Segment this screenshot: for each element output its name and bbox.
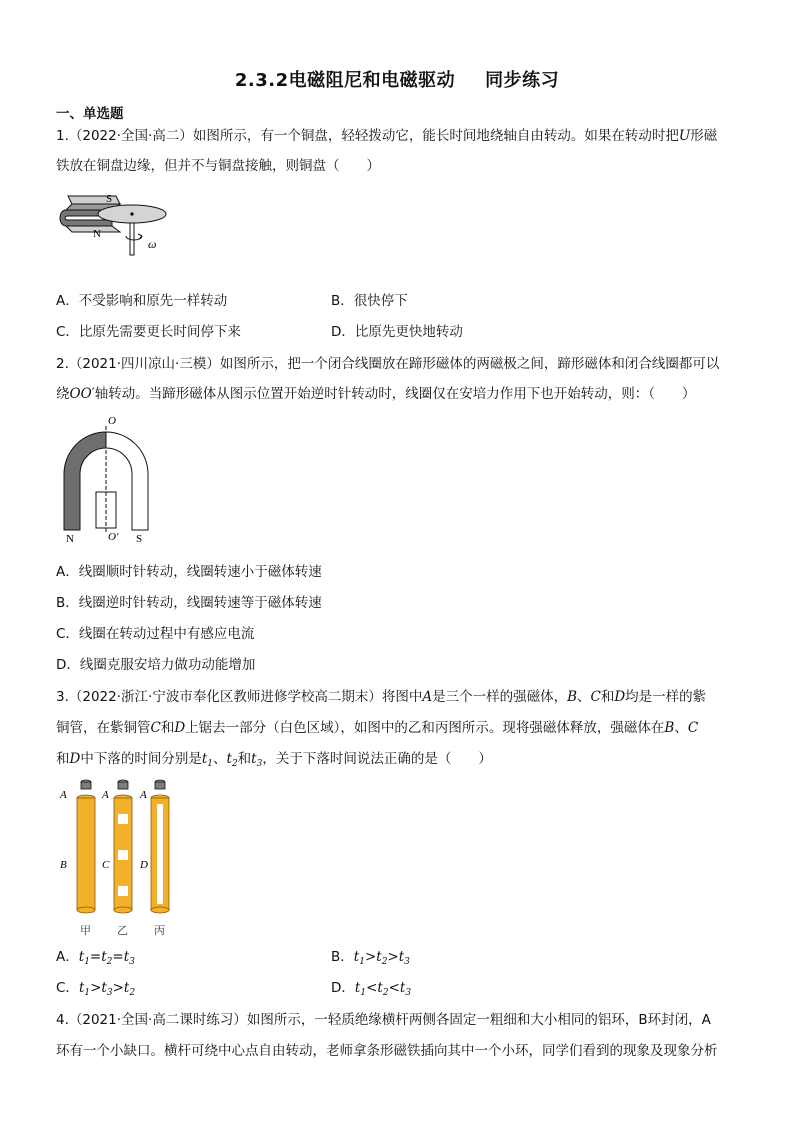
q2-option-a[interactable]: A．线圈顺时针转动，线圈转速小于磁体转速 [56, 564, 322, 580]
q1-fig-n: N [93, 228, 101, 240]
q3-magnet-jia [81, 780, 91, 789]
q3-tube-bing [151, 795, 169, 913]
q3-fig-c: C [102, 859, 110, 871]
section-heading: 一、单选题 [56, 106, 124, 122]
q2-option-d[interactable]: D．线圈克服安培力做功动能增加 [56, 657, 256, 673]
q1-figure-copper-disc [56, 186, 176, 256]
q3-tube-jia [77, 795, 95, 913]
q1-fig-s: S [106, 193, 113, 205]
q3-fig-bing: 丙 [154, 924, 165, 937]
q2-option-b[interactable]: B．线圈逆时针转动，线圈转速等于磁体转速 [56, 595, 322, 611]
q3-fig-a1: A [60, 789, 67, 801]
q2-fig-o-prime: O′ [108, 531, 119, 543]
q3-option-b[interactable]: B．$t_1>t_2>t_3$ [331, 949, 410, 967]
q2-fig-n: N [66, 533, 74, 545]
q3-magnet-bing [155, 780, 165, 789]
q2-stem-line2: 绕OO′轴转动。当蹄形磁体从图示位置开始逆时针转动时，线圈仅在安培力作用下也开始转动，则：（ ） [56, 386, 696, 402]
q3-option-b-expr: $t_1>t_2>t_3$ [353, 949, 410, 967]
q1-option-c[interactable]: C．比原先需要更长时间停下来 [56, 324, 241, 340]
q4-stem-line2: 环有一个小缺口。横杆可绕中心点自由转动，老师拿条形磁铁插向其中一个小环，同学们看到的现象及现象分析 [56, 1043, 718, 1059]
q2-option-c[interactable]: C．线圈在转动过程中有感应电流 [56, 626, 255, 642]
q3-figure-copper-tubes [56, 778, 186, 938]
q3-stem-line2: 铜管，在紫铜管C和D上锯去一部分（白色区域），如图中的乙和丙图所示。现将强磁体释放，强磁体在B、C [56, 720, 699, 736]
q1-stem-line2: 铁放在铜盘边缘，但并不与铜盘接触，则铜盘（ ） [56, 158, 380, 174]
q1-option-b[interactable]: B．很快停下 [331, 293, 408, 309]
q3-fig-b: B [60, 859, 67, 871]
q2-stem-line1: 2.（2021·四川凉山·三模）如图所示，把一个闭合线圈放在蹄形磁体的两磁极之间，蹄形磁体和闭合线圈都可以 [56, 356, 720, 372]
q3-fig-a2: A [102, 789, 109, 801]
q3-fig-yi: 乙 [117, 924, 128, 937]
q3-magnet-yi [118, 780, 128, 789]
page-title [0, 66, 794, 92]
q4-stem-line1: 4.（2021·全国·高二课时练习）如图所示，一轻质绝缘横杆两侧各固定一粗细和大小相同的铝环，B环封闭，A [56, 1012, 711, 1028]
q3-option-d[interactable]: D．$t_1<t_2<t_3$ [331, 980, 412, 998]
q3-tube-yi [114, 795, 132, 913]
q2-figure-horseshoe-magnet [56, 412, 166, 545]
q2-fig-s: S [136, 533, 143, 545]
title-sub: 同步练习 [485, 70, 560, 91]
q3-option-c[interactable]: C．$t_1>t_3>t_2$ [56, 980, 136, 998]
q3-fig-a3: A [140, 789, 147, 801]
q3-option-c-expr: $t_1>t_3>t_2$ [78, 980, 136, 998]
q1-fig-omega: ω [148, 237, 157, 251]
q3-option-a[interactable]: A．$t_1=t_2=t_3$ [56, 949, 135, 967]
q3-fig-d: D [140, 859, 148, 871]
title-main: 2.3.2电磁阻尼和电磁驱动 [234, 70, 456, 91]
q3-stem-line3: 和D中下落的时间分别是$t_1$、$t_2$和$t_3$，关于下落时间说法正确的是（ ） [56, 751, 492, 769]
q1-stem-line1: 1.（2022·全国·高二）如图所示，有一个铜盘，轻轻拨动它，能长时间地绕轴自由转动。如果在转动时把U形磁 [56, 128, 718, 144]
q1-option-a[interactable]: A．不受影响和原先一样转动 [56, 293, 228, 309]
q3-option-d-expr: $t_1<t_2<t_3$ [354, 980, 412, 998]
q3-fig-jia: 甲 [80, 924, 91, 937]
q1-option-d[interactable]: D．比原先更快地转动 [331, 324, 463, 340]
q3-stem-line1: 3.（2022·浙江·宁波市奉化区教师进修学校高二期末）将图中A是三个一样的强磁体，B、C和D均是一样的紫 [56, 689, 707, 705]
q3-option-a-expr: $t_1=t_2=t_3$ [78, 949, 135, 967]
q2-fig-o: O [108, 415, 116, 427]
